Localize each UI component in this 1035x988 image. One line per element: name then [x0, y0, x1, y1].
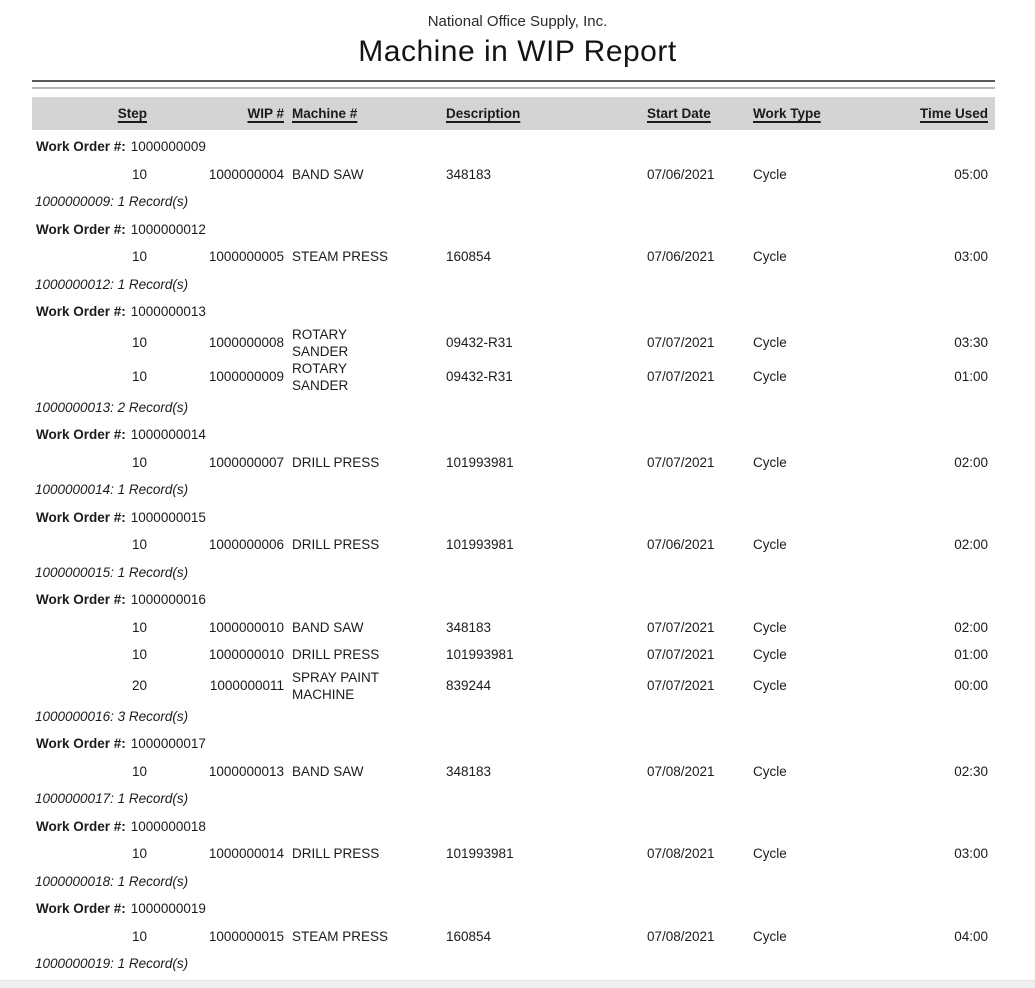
- work-order-label: Work Order #:: [36, 304, 126, 320]
- table-row: [32, 449, 995, 477]
- cell-description: 160854: [446, 928, 492, 944]
- group-record-count: 1000000015: 1 Record(s): [35, 564, 189, 580]
- cell-work-type: Cycle: [753, 763, 787, 779]
- group-record-count: 1000000013: 2 Record(s): [35, 399, 189, 415]
- cell-description: 09432-R31: [446, 369, 513, 384]
- work-order-header: [0, 895, 1035, 923]
- cell-start-date: 07/06/2021: [647, 166, 715, 182]
- cell-step: 10: [131, 166, 147, 182]
- cell-work-type: Cycle: [753, 335, 787, 350]
- group-record-count: 1000000016: 3 Record(s): [35, 708, 189, 724]
- cell-start-date: 07/07/2021: [647, 619, 715, 635]
- cell-machine: STEAM PRESS: [292, 928, 389, 944]
- cell-work-type: Cycle: [753, 369, 787, 384]
- cell-start-date: 07/08/2021: [647, 763, 715, 779]
- work-order-label: Work Order #:: [36, 221, 126, 237]
- work-order-header: [0, 133, 1035, 161]
- cell-step: 10: [131, 249, 147, 265]
- table-row: [32, 669, 995, 703]
- work-order-number: 1000000009: [130, 139, 206, 155]
- cell-wip-number: 1000000013: [208, 763, 284, 779]
- cell-step: 10: [131, 846, 147, 862]
- cell-description: 839244: [446, 678, 492, 693]
- table-row: [32, 840, 995, 868]
- report-title: Machine in WIP Report: [358, 35, 677, 68]
- column-header-start-date: Start Date: [647, 106, 711, 121]
- cell-time-used: 03:00: [954, 249, 988, 265]
- table-row: [32, 758, 995, 786]
- work-order-number: 1000000016: [130, 592, 206, 608]
- work-order-number: 1000000019: [130, 901, 206, 917]
- cell-time-used: 00:00: [954, 678, 988, 693]
- work-order-label: Work Order #:: [36, 592, 126, 608]
- cell-time-used: 02:00: [954, 537, 988, 553]
- work-order-group: [0, 421, 1035, 504]
- cell-time-used: 01:00: [954, 369, 988, 384]
- cell-start-date: 07/08/2021: [647, 928, 715, 944]
- work-order-header: [0, 216, 1035, 244]
- cell-machine: DRILL PRESS: [292, 647, 380, 663]
- column-header-step: Step: [117, 106, 147, 121]
- cell-machine: STEAM PRESS: [292, 249, 389, 265]
- table-row: [32, 923, 995, 951]
- work-order-label: Work Order #:: [36, 901, 126, 917]
- cell-work-type: Cycle: [753, 619, 787, 635]
- work-order-label: Work Order #:: [36, 427, 126, 443]
- cell-description: 101993981: [446, 537, 514, 553]
- cell-step: 10: [131, 335, 147, 350]
- table-row: [32, 641, 995, 669]
- table-row: [32, 360, 995, 394]
- work-order-header: [0, 504, 1035, 532]
- cell-step: 10: [131, 537, 147, 553]
- cell-work-type: Cycle: [753, 249, 787, 265]
- table-row: [32, 614, 995, 642]
- cell-wip-number: 1000000011: [209, 678, 284, 693]
- work-order-number: 1000000015: [130, 509, 206, 525]
- cell-description: 348183: [446, 763, 492, 779]
- cell-description: 101993981: [446, 454, 514, 470]
- cell-machine: DRILL PRESS: [292, 454, 380, 470]
- cell-machine: ROTARY SANDER: [292, 360, 349, 393]
- cell-step: 10: [131, 619, 147, 635]
- cell-step: 10: [131, 454, 147, 470]
- cell-start-date: 07/07/2021: [647, 647, 715, 663]
- work-order-group: [0, 298, 1035, 421]
- cell-work-type: Cycle: [753, 454, 787, 470]
- cell-step: 10: [131, 763, 147, 779]
- cell-description: 101993981: [446, 647, 514, 663]
- group-record-count: 1000000019: 1 Record(s): [35, 956, 189, 972]
- group-record-count: 1000000017: 1 Record(s): [35, 791, 189, 807]
- table-row: [32, 243, 995, 271]
- cell-work-type: Cycle: [753, 166, 787, 182]
- table-row: [32, 531, 995, 559]
- work-order-group: [0, 504, 1035, 587]
- cell-wip-number: 1000000006: [208, 537, 284, 553]
- work-order-group: [0, 216, 1035, 299]
- cell-start-date: 07/08/2021: [647, 846, 715, 862]
- work-order-group: [0, 586, 1035, 730]
- cell-time-used: 01:00: [954, 647, 988, 663]
- cell-work-type: Cycle: [753, 928, 787, 944]
- column-header-machine: Machine #: [292, 106, 358, 121]
- divider-light-rule: [32, 87, 995, 89]
- cell-machine: ROTARY SANDER: [292, 326, 349, 359]
- table-row: [32, 161, 995, 189]
- cell-work-type: Cycle: [753, 537, 787, 553]
- table-row: [32, 326, 995, 360]
- work-order-label: Work Order #:: [36, 736, 126, 752]
- work-order-group: [0, 730, 1035, 813]
- group-record-count: 1000000014: 1 Record(s): [35, 482, 189, 498]
- cell-time-used: 02:00: [954, 454, 988, 470]
- cell-time-used: 02:30: [954, 763, 988, 779]
- cell-wip-number: 1000000015: [208, 928, 284, 944]
- work-order-number: 1000000018: [130, 818, 206, 834]
- cell-start-date: 07/06/2021: [647, 249, 715, 265]
- cell-wip-number: 1000000010: [208, 647, 284, 663]
- column-header-wip: WIP #: [247, 106, 284, 121]
- cell-wip-number: 1000000010: [208, 619, 284, 635]
- cell-wip-number: 1000000004: [208, 166, 284, 182]
- cell-time-used: 02:00: [954, 619, 988, 635]
- work-order-header: [0, 421, 1035, 449]
- column-header-description: Description: [446, 106, 521, 121]
- cell-work-type: Cycle: [753, 647, 787, 663]
- cell-machine: DRILL PRESS: [292, 537, 380, 553]
- cell-work-type: Cycle: [753, 678, 787, 693]
- cell-step: 20: [131, 678, 147, 693]
- work-order-header: [0, 813, 1035, 841]
- cell-description: 09432-R31: [446, 335, 513, 350]
- cell-description: 160854: [446, 249, 492, 265]
- cell-work-type: Cycle: [753, 846, 787, 862]
- work-order-number: 1000000012: [130, 221, 206, 237]
- work-order-header: [0, 586, 1035, 614]
- table-header-row: [32, 97, 995, 130]
- work-order-number: 1000000014: [130, 427, 206, 443]
- cell-start-date: 07/07/2021: [647, 454, 715, 470]
- cell-machine: BAND SAW: [292, 619, 364, 635]
- company-name: National Office Supply, Inc.: [427, 13, 608, 30]
- group-record-count: 1000000018: 1 Record(s): [35, 873, 189, 889]
- cell-start-date: 07/06/2021: [647, 537, 715, 553]
- cell-machine: DRILL PRESS: [292, 846, 380, 862]
- cell-time-used: 04:00: [954, 928, 988, 944]
- work-order-group: [0, 133, 1035, 216]
- cell-machine: SPRAY PAINT MACHINE: [292, 669, 379, 702]
- work-order-number: 1000000017: [130, 736, 206, 752]
- group-record-count: 1000000009: 1 Record(s): [35, 194, 189, 210]
- cell-step: 10: [131, 647, 147, 663]
- cell-machine: BAND SAW: [292, 166, 364, 182]
- cell-start-date: 07/07/2021: [647, 369, 715, 384]
- cell-wip-number: 1000000007: [208, 454, 284, 470]
- group-record-count: 1000000012: 1 Record(s): [35, 276, 189, 292]
- cell-wip-number: 1000000005: [208, 249, 284, 265]
- cell-wip-number: 1000000014: [208, 846, 284, 862]
- cell-description: 348183: [446, 619, 492, 635]
- work-order-header: [0, 298, 1035, 326]
- cell-start-date: 07/07/2021: [647, 678, 715, 693]
- cell-start-date: 07/07/2021: [647, 335, 715, 350]
- work-order-number: 1000000013: [130, 304, 206, 320]
- cell-time-used: 03:30: [954, 335, 988, 350]
- work-order-label: Work Order #:: [36, 509, 126, 525]
- report-body: [0, 133, 1035, 978]
- cell-description: 348183: [446, 166, 492, 182]
- title-divider: [32, 80, 995, 89]
- work-order-label: Work Order #:: [36, 818, 126, 834]
- cell-step: 10: [131, 369, 147, 384]
- column-header-time-used: Time Used: [919, 106, 988, 121]
- work-order-group: [0, 813, 1035, 896]
- work-order-group: [0, 895, 1035, 978]
- cell-time-used: 05:00: [954, 166, 988, 182]
- cell-wip-number: 1000000008: [208, 335, 284, 350]
- cell-time-used: 03:00: [954, 846, 988, 862]
- work-order-label: Work Order #:: [36, 139, 126, 155]
- bottom-band: [0, 980, 1035, 988]
- column-header-work-type: Work Type: [753, 106, 821, 121]
- work-order-header: [0, 730, 1035, 758]
- cell-wip-number: 1000000009: [208, 369, 284, 384]
- cell-description: 101993981: [446, 846, 514, 862]
- divider-dark-rule: [32, 80, 995, 82]
- cell-step: 10: [131, 928, 147, 944]
- cell-machine: BAND SAW: [292, 763, 364, 779]
